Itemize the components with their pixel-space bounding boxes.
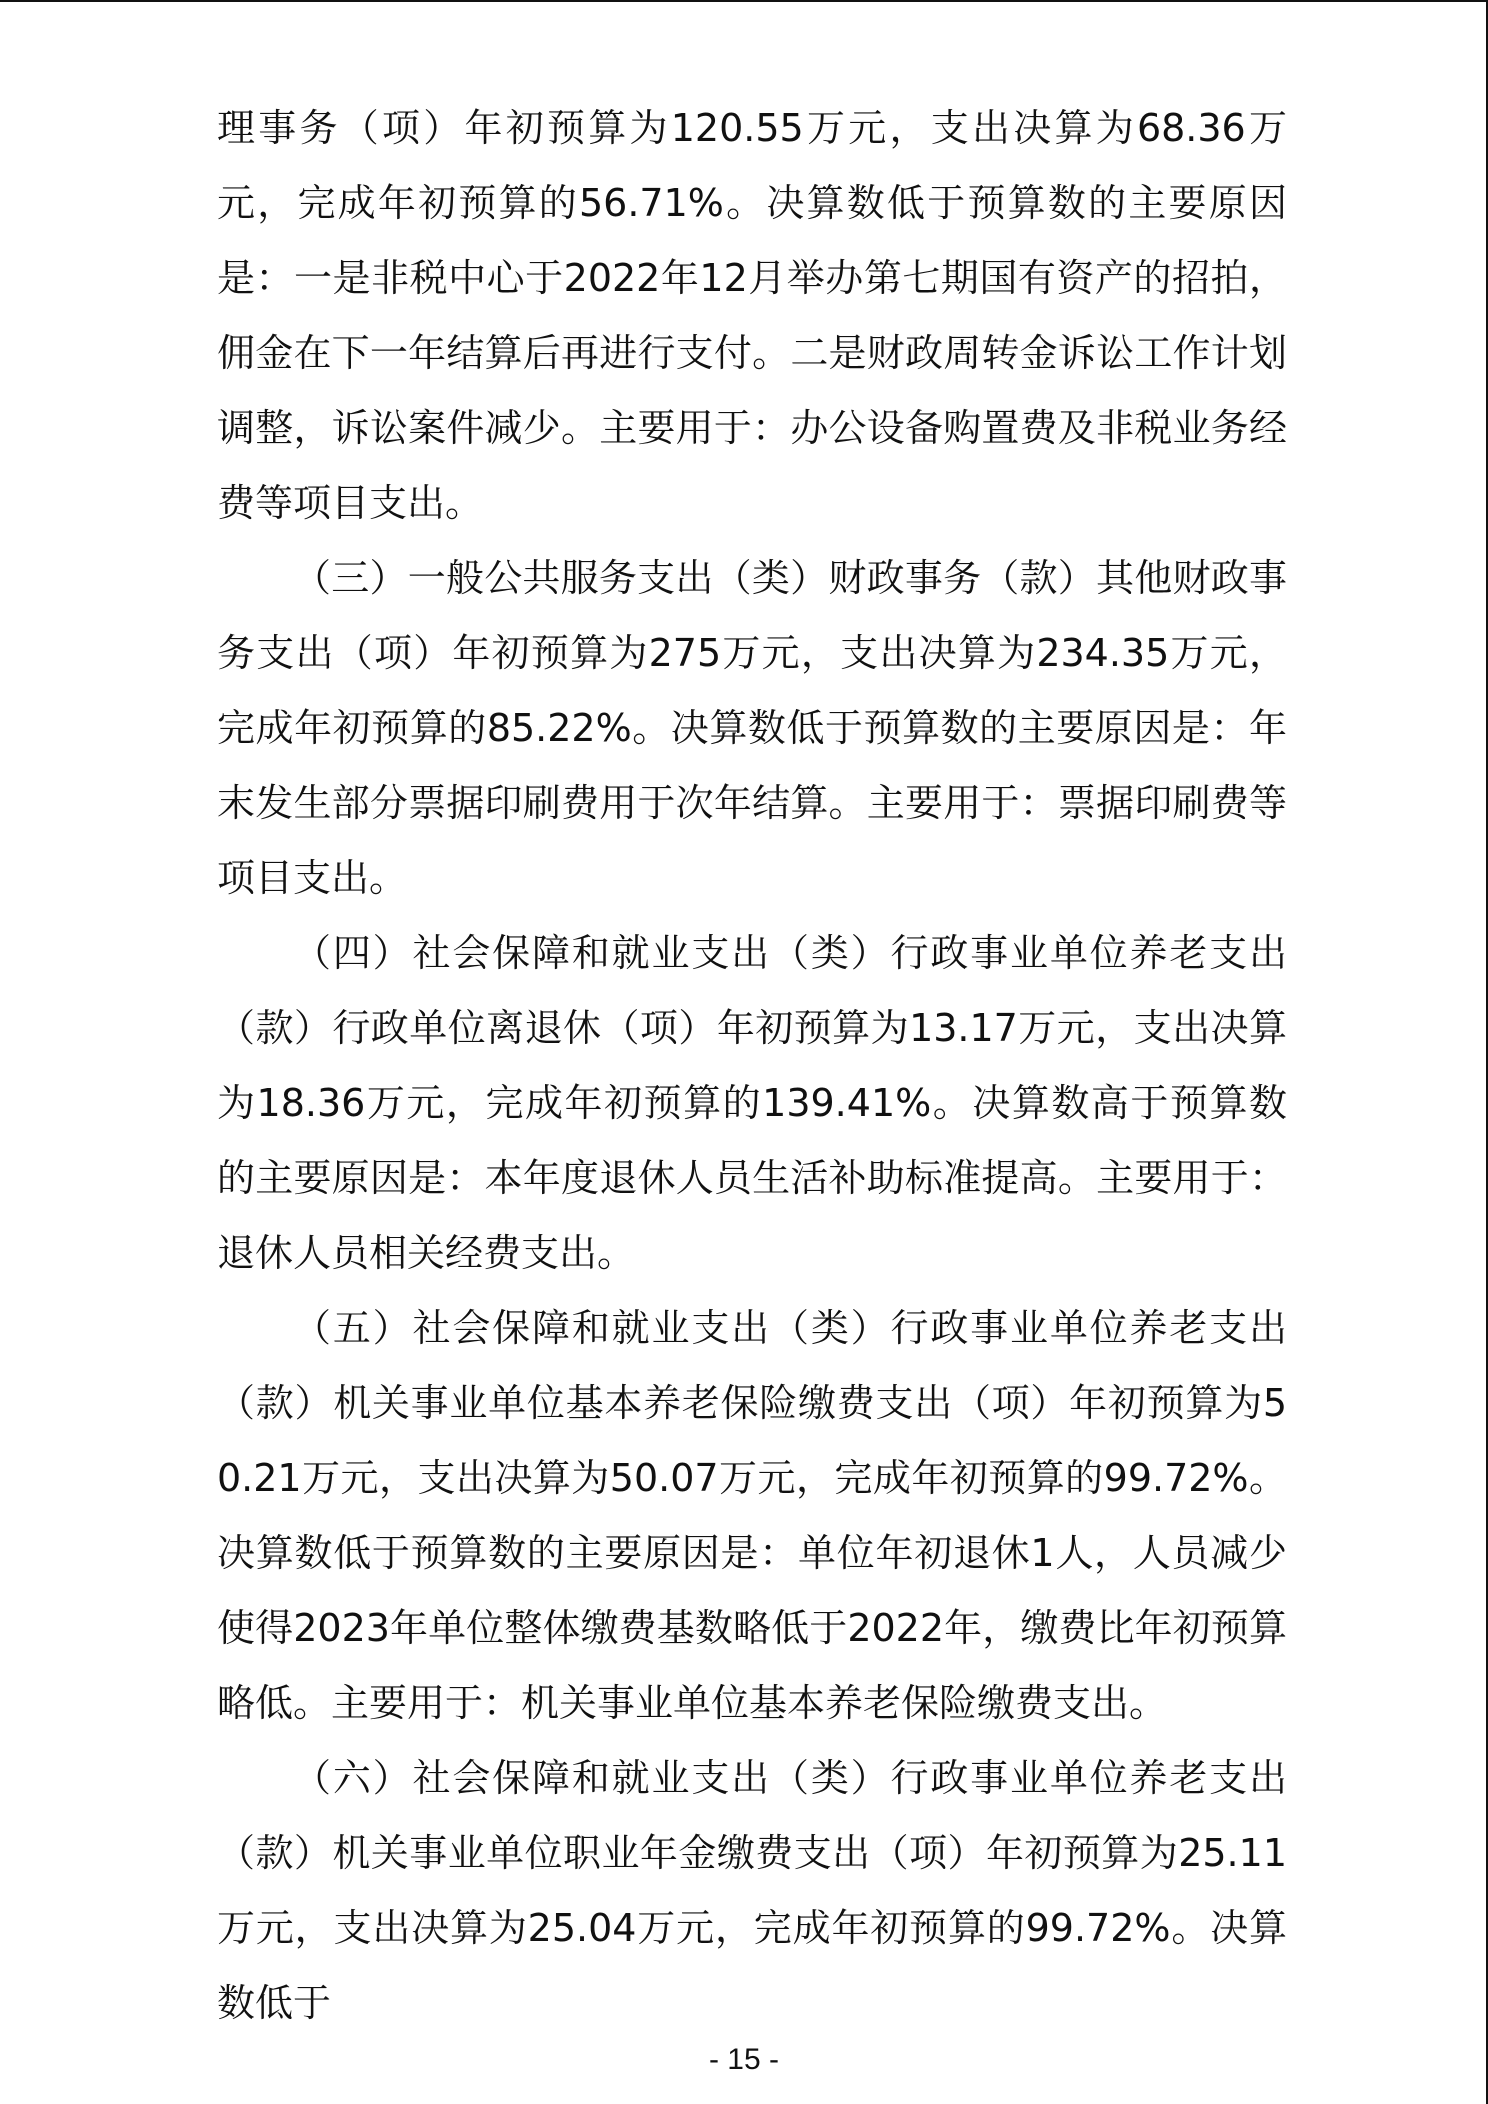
page-top-border <box>0 0 1488 2</box>
paragraph-continuation: 理事务（项）年初预算为120.55万元，支出决算为68.36万元，完成年初预算的56.71%。决算数低于预算数的主要原因是：一是非税中心于2022年12月举办第七期国有资产的招拍，佣金在下一年结算后再进行支付。二是财政周转金诉讼工作计划调整，诉讼案件减少。主要用于：办公设备购置费及非税业务经费等项目支出。 <box>217 106 1287 525</box>
document-body <box>217 91 1287 2041</box>
paragraph-item-6: （六）社会保障和就业支出（类）行政事业单位养老支出（款）机关事业单位职业年金缴费支出（项）年初预算为25.11万元，支出决算为25.04万元，完成年初预算的99.72%。决算数低于 <box>217 1756 1287 2025</box>
paragraph-item-3: （三）一般公共服务支出（类）财政事务（款）其他财政事务支出（项）年初预算为275万元，支出决算为234.35万元，完成年初预算的85.22%。决算数低于预算数的主要原因是：年末发生部分票据印刷费用于次年结算。主要用于：票据印刷费等项目支出。 <box>217 556 1287 900</box>
page-number: - 15 - <box>708 2043 780 2076</box>
paragraph-item-5: （五）社会保障和就业支出（类）行政事业单位养老支出（款）机关事业单位基本养老保险缴费支出（项）年初预算为50.21万元，支出决算为50.07万元，完成年初预算的99.72%。决算数低于预算数的主要原因是：单位年初退休1人，人员减少使得2023年单位整体缴费基数略低于2022年，缴费比年初预算略低。主要用于：机关事业单位基本养老保险缴费支出。 <box>217 1306 1287 1725</box>
paragraph-item-4: （四）社会保障和就业支出（类）行政事业单位养老支出（款）行政单位离退休（项）年初预算为13.17万元，支出决算为18.36万元，完成年初预算的139.41%。决算数高于预算数的主要原因是：本年度退休人员生活补助标准提高。主要用于：退休人员相关经费支出。 <box>217 931 1287 1275</box>
